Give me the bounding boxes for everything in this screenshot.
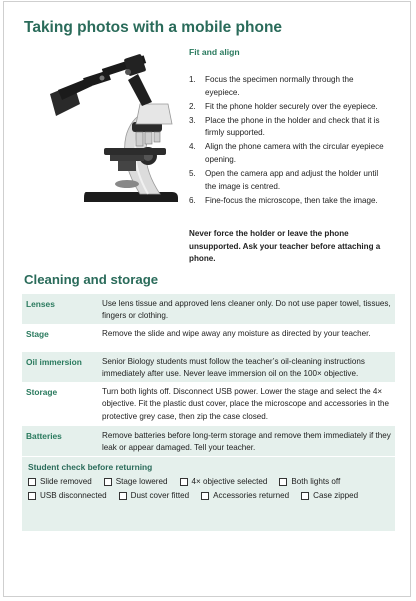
checklist-label: USB disconnected	[40, 491, 107, 500]
checklist-item[interactable]	[279, 475, 340, 489]
row-label: Oil immersion	[26, 357, 82, 367]
checkbox[interactable]	[301, 492, 309, 500]
step-number: 3.	[189, 115, 196, 125]
step-text: Open the camera app and adjust the holder until the image is centred.	[205, 169, 379, 191]
checkbox[interactable]	[180, 478, 188, 486]
checklist-label: Slide removed	[40, 477, 92, 486]
step-text: Focus the specimen normally through the eyepiece.	[205, 75, 354, 97]
return-checklist	[22, 457, 395, 531]
row-label: Batteries	[26, 431, 62, 441]
checkbox[interactable]	[104, 478, 112, 486]
checkbox[interactable]	[119, 492, 127, 500]
step-item	[189, 115, 384, 140]
checklist-label: 4× objective selected	[191, 477, 268, 486]
row-label: Lenses	[26, 299, 55, 309]
checklist-heading: Student check before returning	[28, 462, 153, 472]
table-row	[22, 294, 395, 324]
checkbox[interactable]	[201, 492, 209, 500]
step-text: Fine-focus the microscope, then take the image.	[205, 195, 378, 205]
checkbox[interactable]	[28, 478, 36, 486]
checklist-item[interactable]	[201, 489, 289, 503]
safety-warning: Never force the holder or leave the phone unsupported. Ask your teacher before attaching a phone.	[189, 229, 381, 264]
row-label: Storage	[26, 387, 58, 397]
step-text: Align the phone camera with the circular eyepiece opening.	[205, 142, 384, 165]
fit-align-heading: Fit and align	[189, 47, 240, 57]
row-text: Use lens tissue and approved lens cleaner only. Do not use paper towel, tissues, fingers or clothing.	[102, 299, 391, 321]
step-text: Fit the phone holder securely over the eyepiece.	[205, 101, 378, 111]
checklist-item[interactable]	[28, 475, 92, 489]
fit-align-steps	[189, 74, 384, 209]
step-text: Place the phone in the holder and check that it is firmly supported.	[205, 115, 380, 138]
step-number: 5.	[189, 169, 196, 179]
checklist-item[interactable]	[119, 489, 189, 503]
cleaning-storage-heading: Cleaning and storage	[24, 272, 159, 287]
checklist-label: Dust cover fitted	[130, 491, 190, 500]
checklist-item[interactable]	[28, 489, 107, 503]
page	[3, 1, 411, 597]
cleaning-storage-table	[22, 294, 395, 456]
table-row	[22, 426, 395, 456]
step-item	[189, 195, 384, 208]
row-label: Stage	[26, 329, 49, 339]
table-row	[22, 352, 395, 382]
step-number: 1.	[189, 75, 196, 84]
step-item	[189, 74, 384, 99]
checklist-line	[28, 489, 389, 503]
checklist-label: Stage lowered	[115, 477, 168, 486]
checklist-label: Case zipped	[313, 491, 359, 500]
row-text: Senior Biology students must follow the teacher’s oil-cleaning instructions immediately after use. Never leave immersion oil on the 100× objective.	[102, 357, 365, 379]
microscope-phone-holder-image	[44, 44, 184, 204]
checklist-label: Accessories returned	[213, 491, 290, 500]
row-text: Turn both lights off. Disconnect USB power. Lower the stage and select the 4× objective. Fit the plastic dust cover, place the microscope and accessories in the protective grey case, then zip the case closed.	[102, 387, 390, 421]
checklist-line	[28, 475, 389, 489]
row-text: Remove the slide and wipe away any moisture as directed by your teacher.	[102, 329, 371, 338]
step-item	[189, 101, 384, 114]
step-item	[189, 141, 384, 166]
row-text: Remove batteries before long-term storage and remove them immediately if they leak or appear damaged. Tell your teacher.	[102, 431, 391, 453]
table-row	[22, 324, 395, 352]
checklist-item[interactable]	[180, 475, 268, 489]
table-row	[22, 382, 395, 426]
step-number: 4.	[189, 142, 196, 152]
page-title: Taking photos with a mobile phone	[24, 19, 283, 36]
step-number: 6.	[189, 195, 196, 205]
checkbox[interactable]	[279, 478, 287, 486]
checklist-item[interactable]	[104, 475, 168, 489]
step-number: 2.	[189, 101, 196, 111]
checklist-item[interactable]	[301, 489, 358, 503]
checklist-label: Both lights off	[291, 477, 341, 486]
step-item	[189, 168, 384, 193]
checkbox[interactable]	[28, 492, 36, 500]
